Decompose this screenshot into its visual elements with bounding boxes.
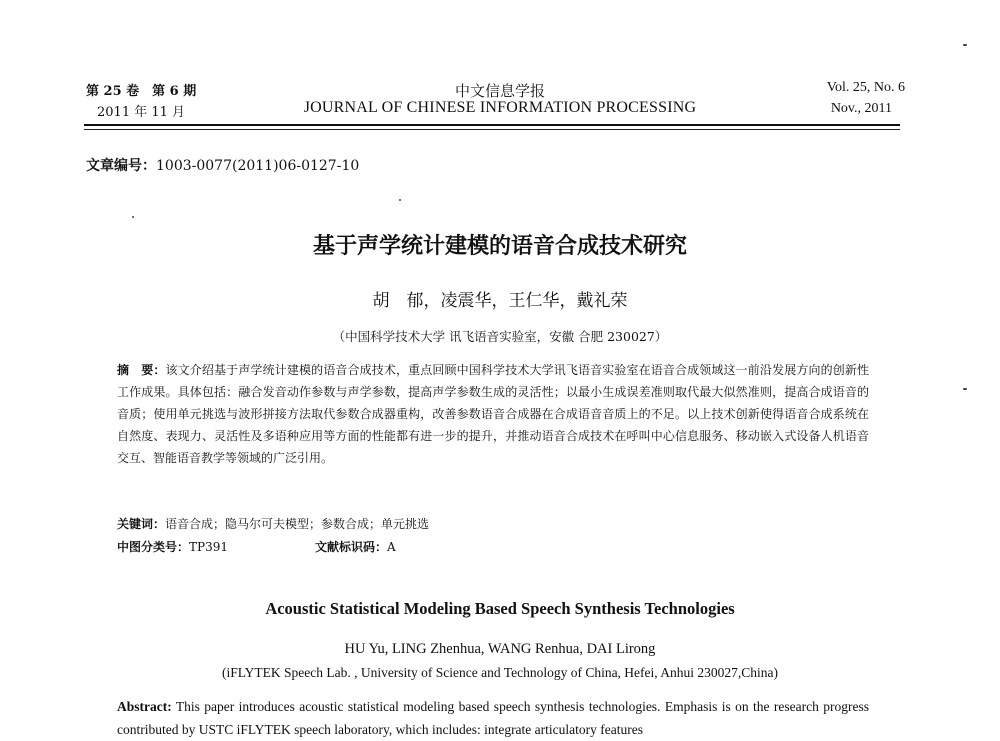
classification-label: 中图分类号： xyxy=(117,540,190,554)
scan-speck xyxy=(963,44,967,46)
scan-speck xyxy=(399,199,401,201)
abstract-en xyxy=(117,695,869,741)
issue-date-cn: 2011 年 11 月 xyxy=(97,105,186,120)
keywords-cn xyxy=(117,515,429,532)
paper-title-cn: 基于声学统计建模的语音合成技术研究 xyxy=(312,234,687,259)
article-id-value: 1003-0077(2011)06-0127-10 xyxy=(156,158,360,174)
abstract-en-text: This paper introduces acoustic statistical modeling based speech synthesis technologies. Emphasis is on the research progress contributed by USTC iFLYTEK speech laboratory, which includes: integrate articulatory features xyxy=(117,699,869,737)
keywords-cn-text: 语音合成；隐马尔可夫模型；参数合成；单元挑选 xyxy=(165,517,430,531)
abstract-cn-label: 摘 要： xyxy=(117,363,166,377)
issue-date-en: Nov., 2011 xyxy=(830,101,892,116)
document-code-value: A xyxy=(387,540,396,554)
affiliation-cn: （中国科学技术大学 讯飞语音实验室，安徽 合肥 230027） xyxy=(332,329,668,344)
article-id-label: 文章编号： xyxy=(86,158,156,174)
volume-en: Vol. 25, No. 6 xyxy=(826,80,905,95)
abstract-cn-text: 该文介绍基于声学统计建模的语音合成技术，重点回顾中国科学技术大学讯飞语音实验室在语音合成领域这一前沿发展方向的创新性工作成果。具体包括：融合发音动作参数与声学参数，提高声学参数生成的灵活性；以最小生成误差准则取代最大似然准则，提高合成语音的音质；使用单元挑选与波形拼接方法取代参数合成器重构，改善参数语音合成器在合成语音音质上的不足。以上技术创新使得语音合成系统在自然度、表现力、灵活性及多语种应用等方面的性能都有进一步的提升，并推动语音合成技术在呼叫中心信息服务、移动嵌入式设备人机语音交互、智能语音教学等领域的广泛引用。 xyxy=(117,363,869,465)
header-rule-thin xyxy=(84,129,900,130)
paper-title-en: Acoustic Statistical Modeling Based Speech Synthesis Technologies xyxy=(265,599,735,618)
document-code xyxy=(315,538,396,555)
classification-value: TP391 xyxy=(189,540,228,554)
keywords-cn-label: 关键词： xyxy=(117,517,166,531)
affiliation-en: (iFLYTEK Speech Lab. , University of Science and Technology of China, Hefei, Anhui 230027,China) xyxy=(221,665,779,680)
scan-speck xyxy=(132,216,134,218)
document-code-label: 文献标识码： xyxy=(315,540,388,554)
journal-name-cn: 中文信息学报 xyxy=(454,82,545,100)
abstract-cn xyxy=(117,359,869,469)
scan-speck xyxy=(963,388,967,390)
journal-name-en: JOURNAL OF CHINESE INFORMATION PROCESSING xyxy=(303,99,697,116)
classification-number xyxy=(117,538,228,555)
issue-number: 第 25 卷 第 6 期 xyxy=(86,84,197,99)
header-rule-thick xyxy=(84,124,900,126)
authors-en: HU Yu, LING Zhenhua, WANG Renhua, DAI Lirong xyxy=(344,641,656,657)
authors-cn: 胡 郁，凌震华，王仁华，戴礼荣 xyxy=(372,291,628,311)
abstract-en-label: Abstract: xyxy=(117,699,172,714)
article-id xyxy=(86,155,359,175)
